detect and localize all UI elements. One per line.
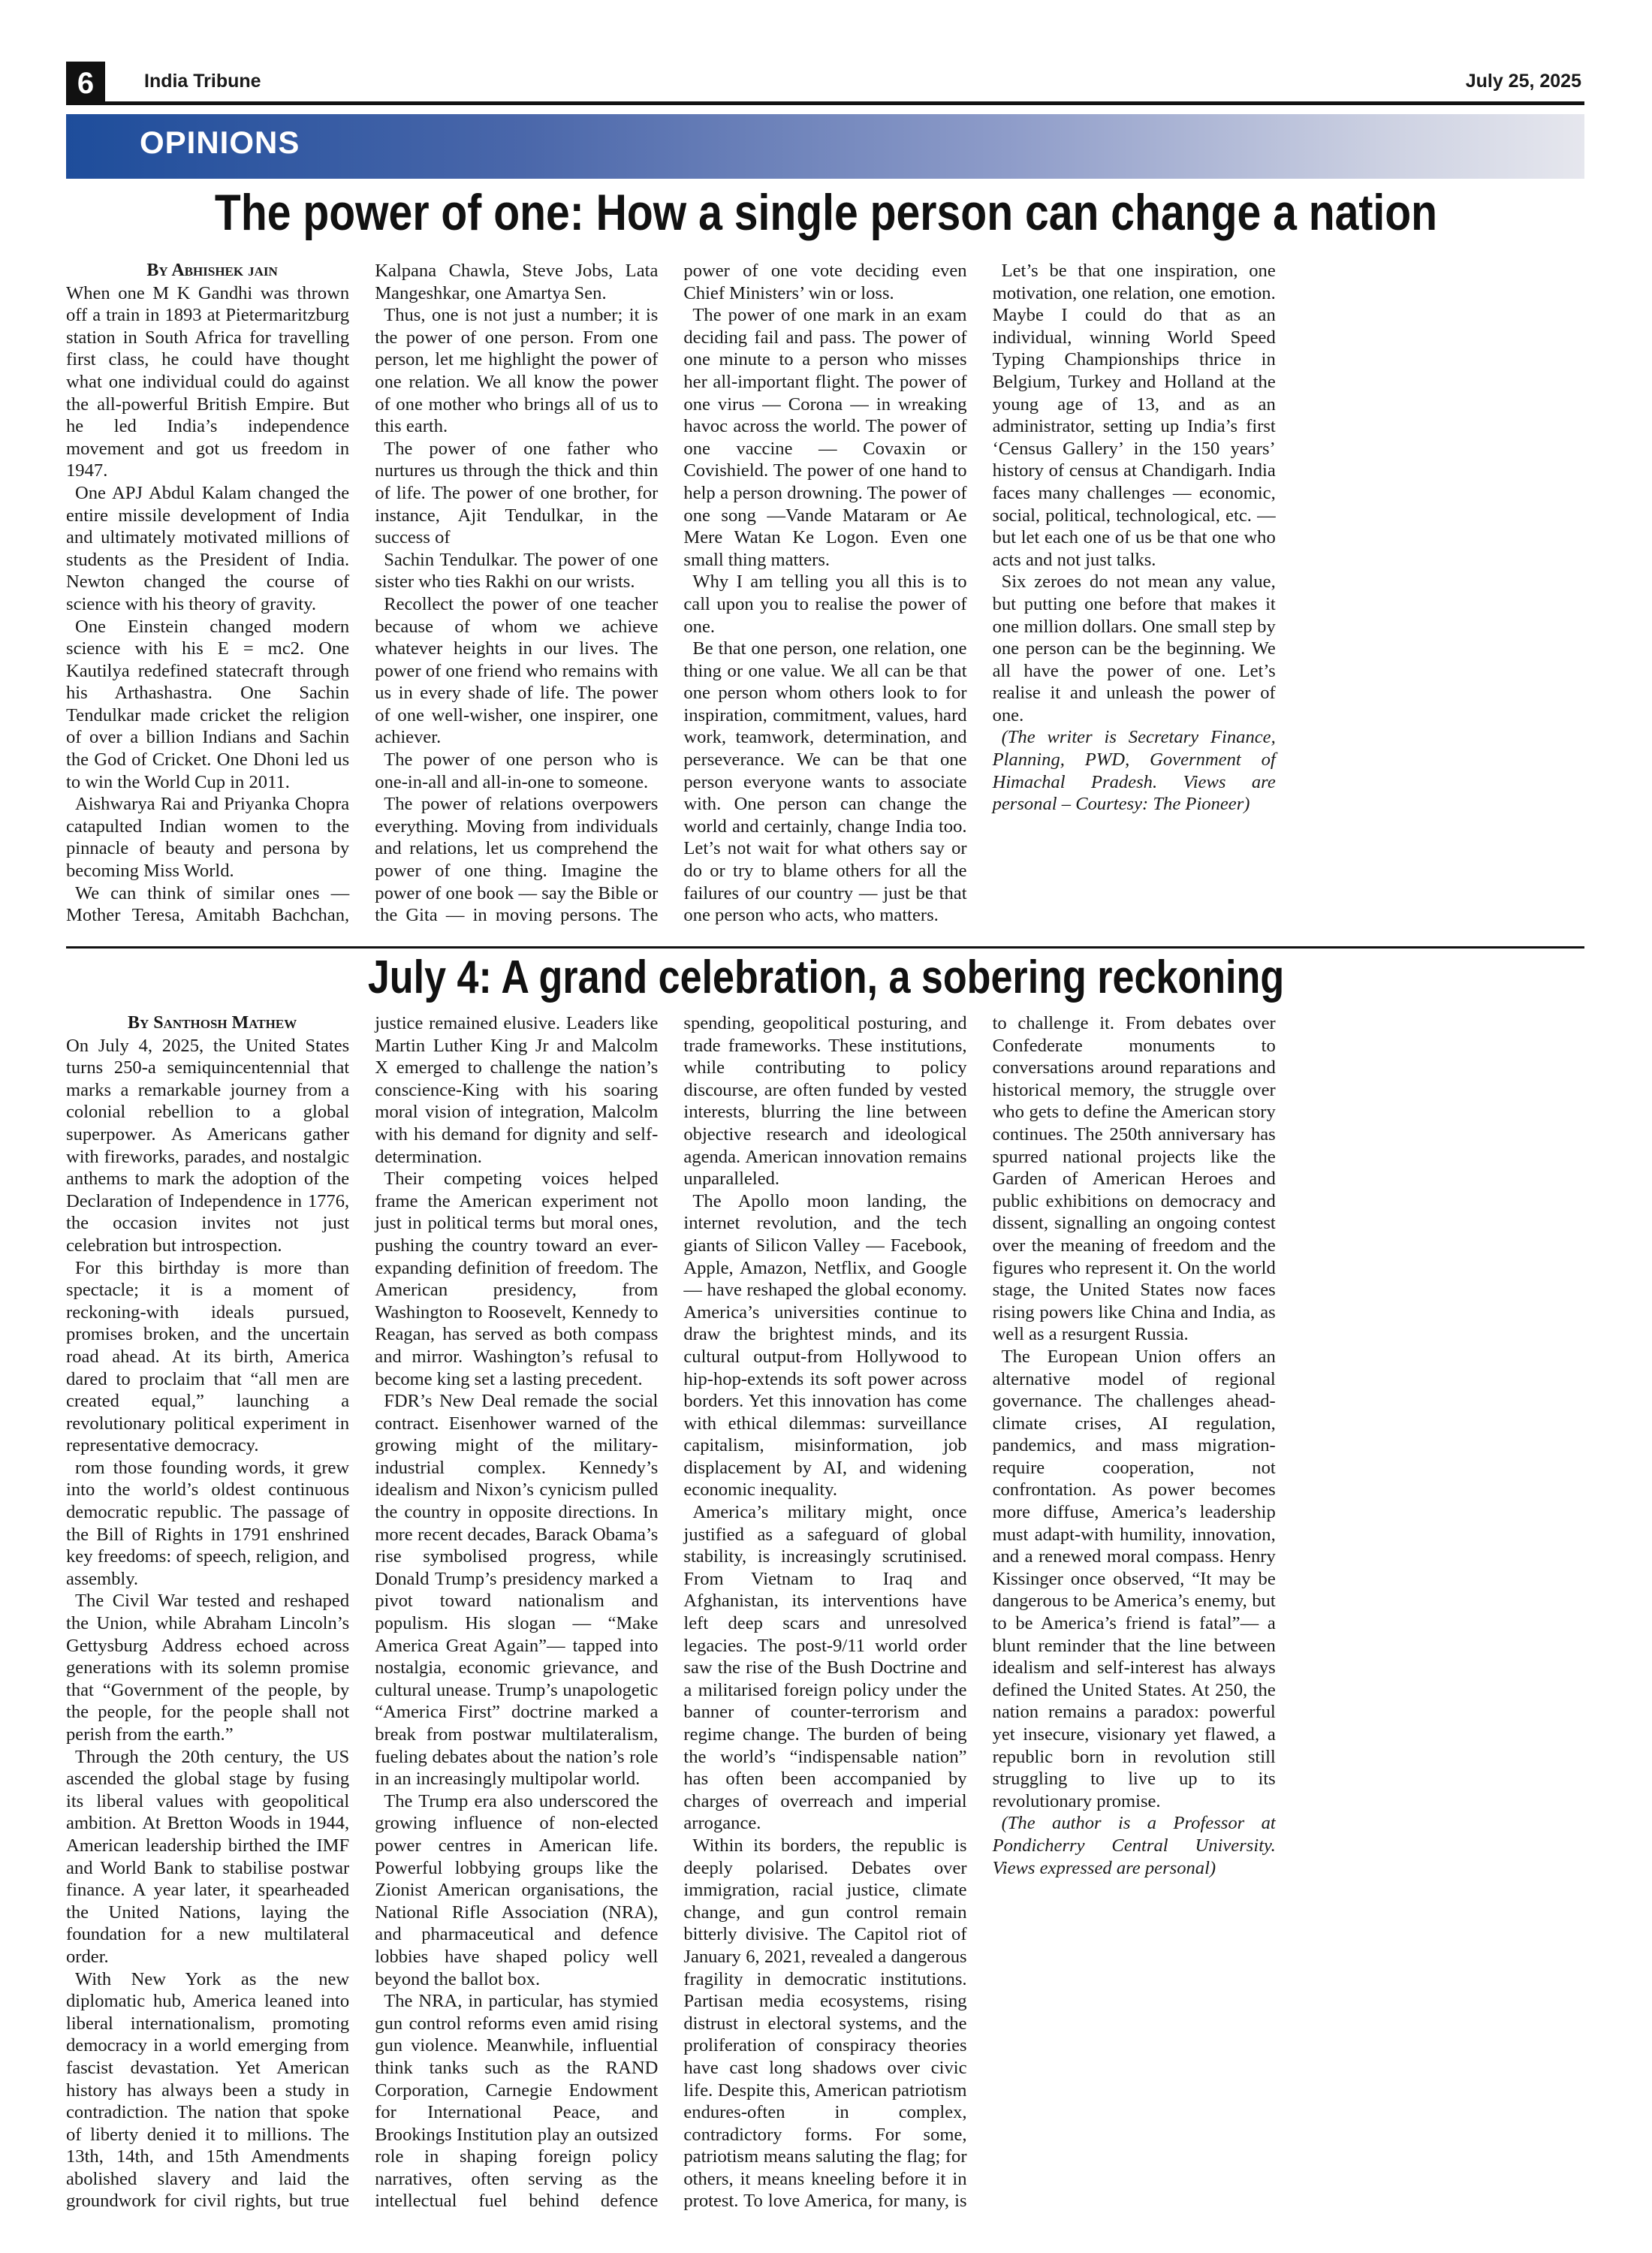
article-1-paragraph: When one M K Gandhi was thrown off a train in 1893 at Pietermaritzburg station in South Africa for travelling first class, he could have thought what one individual could do against the all-powerful British Empire. But he led India’s independence movement and got us freedom in 1947. (66, 282, 350, 481)
article-1-paragraph: One APJ Abdul Kalam changed the entire missile development of India and ultimately motivated millions of students as the President of India. Newton changed the course of science with his theory of gravity. (66, 482, 350, 614)
article-2-paragraph: rom those founding words, it grew into the world’s oldest continuous democratic republic. The passage of the Bill of Rights in 1791 enshrined key freedoms: of speech, religion, and assembly. (66, 1457, 350, 1589)
article-1-paragraph: Six zeroes do not mean any value, but putting one before that makes it one million dollars. One small step by one person can be the beginning. We all have the power of one. Let’s realise it and unleash the power of one. (992, 572, 1276, 725)
newspaper-name: India Tribune (144, 71, 261, 92)
article-2-paragraph: The Civil War tested and reshaped the Union, while Abraham Lincoln’s Gettysburg Address echoed across generations with its solemn promise that “Government of the people, by the people, for the people shall not perish from the earth.” (66, 1591, 350, 1745)
article-1-paragraph: One Einstein changed modern science with his E = mc2. One Kautilya redefined statecraft through his Arthashastra. One Sachin Tendulkar made cricket the religion of over a billion Indians and Sachin the God of Cricket. One Dhoni led us to win the World Cup in 2011. (66, 616, 350, 792)
article-1-paragraph: Thus, one is not just a number; it is the power of one person. From one person, let me highlight the power of one relation. We all know the power of one mother who brings all of us to this earth. (375, 305, 659, 437)
article-1-paragraph: Let’s be that one inspiration, one motivation, one relation, one emotion. Maybe I could do that as an individual, winning World Speed Typing Championships thrice in Belgium, Turkey and Holland at the young age of 13, and as an administrator, setting up India’s first ‘Census Gallery’ in the 150 years’ history of census at Chandigarh. India faces many challenges — economic, social, political, technological, etc. — but let each one of us be that one who acts and not just talks. (992, 261, 1276, 570)
masthead (66, 62, 1584, 105)
article-2-paragraph: Their competing voices helped frame the American experiment not just in political terms but moral ones, pushing the country toward an ever-expanding definition of freedom. The American presidency, from Washington to Roosevelt, Kennedy to Reagan, has served as both compass and mirror. Washington’s refusal to become king set a lasting precedent. (375, 1169, 659, 1389)
article-1-paragraph: Aishwarya Rai and Priyanka Chopra catapulted Indian women to the pinnacle of beauty and persona by becoming Miss World. (66, 794, 350, 882)
article-2-paragraph: On July 4, 2025, the United States turns 250-a semiquincentennial that marks a remarkable journey from a colonial rebellion to a global superpower. As Americans gather with fireworks, parades, and nostalgic anthems to mark the adoption of the Declaration of Independence in 1776, the occasion invites not just celebration but introspection. (66, 1035, 350, 1256)
article-2-headline: July 4: A grand celebration, a sobering reckoning (367, 952, 1285, 1003)
article-1-byline: By Abhishek jain (146, 261, 278, 280)
issue-date: July 25, 2025 (1465, 71, 1581, 92)
article-2-paragraph: The Trump era also underscored the growing influence of non-elected power centres in American life. Powerful lobbying groups like the Zionist American organisations, the National Rifle Association (NRA), and pharmaceutical and defence lobbies have shaped policy well beyond the ballot box. (375, 1790, 659, 1989)
article-1-paragraph: We can think of similar ones — Mother Teresa, Amitabh Bachchan, Kalpana Chawla, Steve Jobs, Lata Mangeshkar, one Amartya Sen. (66, 261, 659, 926)
section-label: OPINIONS (140, 125, 300, 160)
article-2-paragraph: For this birthday is more than spectacle; it is a moment of reckoning-with ideals pursued, promises broken, and the uncertain road ahead. At its birth, America dared to proclaim that “all men are created equal,” launching a revolutionary political experiment in representative democracy. (66, 1257, 350, 1456)
article-1-paragraph: Recollect the power of one teacher because of whom we achieve whatever heights in our lives. The power of one friend who remains with us in every shade of life. The power of one well-wisher, one inspirer, one achiever. (375, 593, 659, 748)
article-2-paragraph: FDR’s New Deal remade the social contract. Eisenhower warned of the growing might of the military-industrial complex. Kennedy’s idealism and Nixon’s cynicism pulled the country in opposite directions. In more recent decades, Barack Obama’s rise symbolised progress, while Donald Trump’s presidency marked a pivot toward nationalism and populism. His slogan — “Make America Great Again”— tapped into nostalgia, economic grievance, and cultural unease. Trump’s unapologetic “America First” doctrine marked a break from postwar multilateralism, fueling debates about the nation’s role in an increasingly multipolar world. (375, 1391, 659, 1790)
article-1-paragraph: Why I am telling you all this is to call upon you to realise the power of one. (683, 572, 967, 637)
article-1-headline: The power of one: How a single person can change a nation (214, 184, 1438, 241)
article-2-byline: By Santhosh Mathew (127, 1013, 297, 1033)
article-2-paragraph: The Apollo moon landing, the internet revolution, and the tech giants of Silicon Valley — Facebook, Apple, Amazon, Netflix, and Google — have reshaped the global economy. America’s universities continue to draw the brightest minds, and its cultural output-from Hollywood to hip-hop-extends its soft power across borders. Yet this innovation has come with ethical dilemmas: surveillance capitalism, misinformation, job displacement by AI, and widening economic inequality. (683, 1190, 967, 1500)
article-divider (66, 946, 1584, 949)
article-1-paragraph: The power of one father who nurtures us through the thick and thin of life. The power of one brother, for instance, Ajit Tendulkar, in the success of (375, 438, 659, 548)
article-1-paragraph: Be that one person, one relation, one thing or one value. We all can be that one person whom others look to for inspiration, commitment, values, hard work, teamwork, determination, and perseverance. We can be that one person everyone wants to associate with. One person can change the world and certainly, change India too. Let’s not wait for what others say or do or try to blame others for all the failures of our country — just be that one person who acts, who matters. (683, 638, 967, 926)
page-number: 6 (66, 62, 105, 105)
article-2-paragraph: The NRA, in particular, has stymied gun control reforms even amid rising gun violence. Meanwhile, influential think tanks such as the RAND Corporation, Carnegie Endowment for International Peace, and Brookings Institution play an outsized role in shaping foreign policy narratives, often serving as the intellectual fuel behind defence spending, geopolitical posturing, and trade frameworks. These institutions, while contributing to policy discourse, are often funded by vested interests, blurring the line between objective research and ideological agenda. American innovation remains unparalleled. (375, 1013, 967, 2212)
article-2-paragraph: The European Union offers an alternative model of regional governance. The challenges ahead-climate crises, AI regulation, pandemics, and mass migration-require cooperation, not confrontation. As power becomes more diffuse, America’s leadership must adapt-with humility, innovation, and a renewed moral compass. Henry Kissinger once observed, “It may be dangerous to be America’s enemy, but to be America’s friend is fatal”— a blunt reminder that the line between idealism and self-interest has always defined the United States. At 250, the nation remains a paradox: powerful yet insecure, visionary yet flawed, a republic born in revolution still struggling to live up to its revolutionary promise. (992, 1346, 1276, 1811)
article-1-paragraph: The power of one mark in an exam deciding fail and pass. The power of one minute to a person who misses her all-important flight. The power of one virus — Corona — in wreaking havoc across the world. The power of one vaccine — Covaxin or Covishield. The power of one hand to help a person drowning. The power of one song —Vande Mataram or Ae Mere Watan Ke Logon. Even one small thing matters. (683, 305, 967, 570)
article-2-author-note: (The author is a Professor at Pondicherry Central University. Views expressed are personal) (992, 1813, 1276, 1878)
article-1-body (66, 260, 1584, 943)
article-2-paragraph: America’s military might, once justified as a safeguard of global stability, is increasingly scrutinised. From Vietnam to Iraq and Afghanistan, its interventions have left deep scars and unresolved legacies. The post-9/11 world order saw the rise of the Bush Doctrine and a militarised foreign policy under the banner of counter-terrorism and regime change. The burden of being the world’s “indispensable nation” has often been accompanied by charges of overreach and imperial arrogance. (683, 1502, 967, 1834)
article-1-paragraph: The power of one person who is one-in-all and all-in-one to someone. (375, 749, 659, 792)
section-banner (66, 114, 1584, 179)
article-1-paragraph: Sachin Tendulkar. The power of one sister who ties Rakhi on our wrists. (375, 549, 659, 593)
article-1-author-note: (The writer is Secretary Finance, Planning, PWD, Government of Himachal Pradesh. Views are personal – Courtesy: The Pioneer) (992, 727, 1276, 815)
article-2-paragraph: Through the 20th century, the US ascended the global stage by fusing its liberal values with geopolitical ambition. At Bretton Woods in 1944, American leadership birthed the IMF and World Bank to stabilise postwar finance. A year later, it spearheaded the United Nations, laying the foundation for a new multilateral order. (66, 1746, 350, 1967)
article-2-paragraph: Within its borders, the republic is deeply polarised. Debates over immigration, racial justice, climate change, and gun control remain bitterly divisive. The Capitol riot of January 6, 2021, revealed a dangerous fragility in democratic institutions. Partisan media ecosystems, rising distrust in electoral systems, and the proliferation of conspiracy theories have cast long shadows over civic life. Despite this, American patriotism endures-often in complex, contradictory forms. For some, patriotism means saluting the flag; for others, it means kneeling before it in protest. To love America, for many, is to challenge it. From debates over Confederate monuments to conversations around reparations and historical memory, the struggle over who gets to define the American story continues. The 250th anniversary has spurred national projects like the Garden of American Heroes and public exhibitions on democracy and dissent, signalling an ongoing contest over the meaning of freedom and the figures who represent it. On the world stage, the United States now faces rising powers like China and India, as well as a resurgent Russia. (683, 1013, 1276, 2212)
article-2-body (66, 1012, 1584, 2214)
article-2-paragraph: With New York as the new diplomatic hub, America leaned into liberal internationalism, promoting democracy in a world emerging from fascist devastation. Yet American history has always been a study in contradiction. The nation that spoke of liberty denied it to millions. The 13th, 14th, and 15th Amendments abolished slavery and laid the groundwork for civil rights, but true justice remained elusive. Leaders like Martin Luther King Jr and Malcolm X emerged to challenge the nation’s conscience-King with his soaring moral vision of integration, Malcolm with his demand for dignity and self-determination. (66, 1013, 659, 2212)
article-1-paragraph: The power of relations overpowers everything. Moving from individuals and relations, let us comprehend the power of one thing. Imagine the power of one book — say the Bible or the Gita — in moving persons. The power of one vote deciding even Chief Ministers’ win or loss. (375, 261, 967, 926)
